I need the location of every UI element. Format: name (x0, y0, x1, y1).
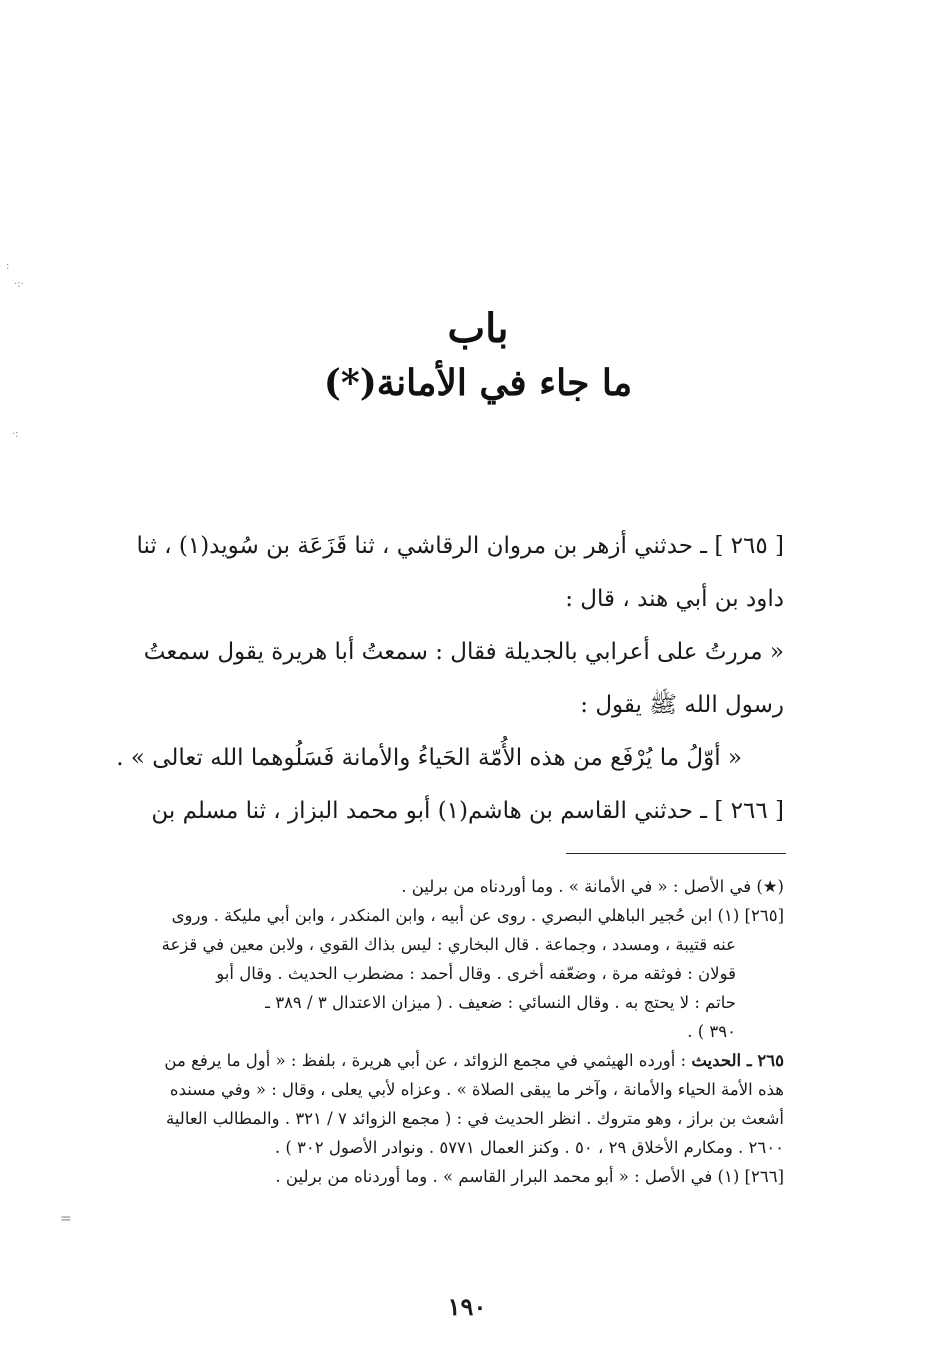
footnote-separator (566, 853, 786, 854)
footnote-continuation: حاتم : لا يحتج به . وقال النسائي : ضعيف . ( ميزان الاعتدال ٣ / ٣٨٩ ـ (265, 993, 736, 1012)
hadith-265-line: [ ٢٦٥ ] ـ حدثني أزهر بن مروان الرقاشي ، ثنا قَزَعَة بن سُويد(١) ، ثنا (136, 533, 784, 559)
footnote-hadith-265: ٢٦٥ ـ الحديث : أورده الهيثمي في مجمع الزوائد ، عن أبي هريرة ، بلفظ : « أول ما يرفع من (164, 1051, 784, 1070)
hadith-265-line: داود بن أبي هند ، قال : (565, 586, 784, 612)
hadith-265-quote: « أوّلُ ما يُرْفَع من هذه الأُمّة الحَياءُ والأمانة فَسَلُوهما الله تعالى » . (116, 745, 742, 771)
footnote-continuation: قولان : فوثقه مرة ، وضعّفه أخرى . وقال أحمد : مضطرب الحديث . وقال أبو (216, 964, 736, 983)
hadith-265-line: رسول الله ﷺ يقول : (580, 692, 784, 718)
footnote-label: ٢٦٥ ـ الحديث (691, 1051, 784, 1070)
margin-scan-mark: ·:· (14, 279, 24, 290)
main-text (84, 520, 784, 838)
footnote: (★) في الأصل : « في الأمانة » . وما أوردناه من برلين . (401, 877, 784, 896)
footnote: [٢٦٥] (١) ابن حُجير الباهلي البصري . روى عن أبيه ، وابن المنكدر ، وابن أبي مليكة . وروى (171, 906, 784, 925)
footnote-continuation: ٣٩٠ ) . (687, 1022, 736, 1041)
footnotes (88, 872, 784, 1191)
margin-scan-mark: : (6, 261, 10, 272)
page-number: ١٩٠ (447, 1292, 487, 1321)
footnote-continuation: ٢٦٠٠ . ومكارم الأخلاق ٢٩ ، ٥٠ . وكنز العمال ٥٧٧١ . ونوادر الأصول ٣٠٢ ) . (274, 1138, 784, 1157)
hadith-266-line: [ ٢٦٦ ] ـ حدثني القاسم بن هاشم(١) أبو محمد البزاز ، ثنا مسلم بن (151, 798, 784, 824)
footnote-continuation: عنه قتيبة ، ومسدد ، وجماعة . قال البخاري : ليس بذاك القوي ، ولابن معين في قزعة (161, 935, 736, 954)
footnote: [٢٦٦] (١) في الأصل : « أبو محمد البرار القاسم » . وما أوردناه من برلين . (275, 1167, 784, 1186)
margin-scan-mark: = (60, 1211, 72, 1227)
hadith-265-line: « مررتُ على أعرابي بالجديلة فقال : سمعتُ أبا هريرة يقول سمعتُ (143, 639, 784, 665)
chapter-title: ما جاء في الأمانة(*) (323, 362, 633, 404)
footnote-continuation: أشعث بن براز ، وهو متروك . انظر الحديث في : ( مجمع الزوائد ٧ / ٣٢١ . والمطالب العالية (165, 1109, 784, 1128)
chapter-heading: باب (447, 305, 509, 352)
margin-scan-mark: ·: (12, 429, 19, 440)
footnote-continuation: هذه الأمة الحياء والأمانة ، وآخر ما يبقى الصلاة » . وعزاه لأبي يعلى ، وقال : « وفي مسنده (169, 1080, 784, 1099)
